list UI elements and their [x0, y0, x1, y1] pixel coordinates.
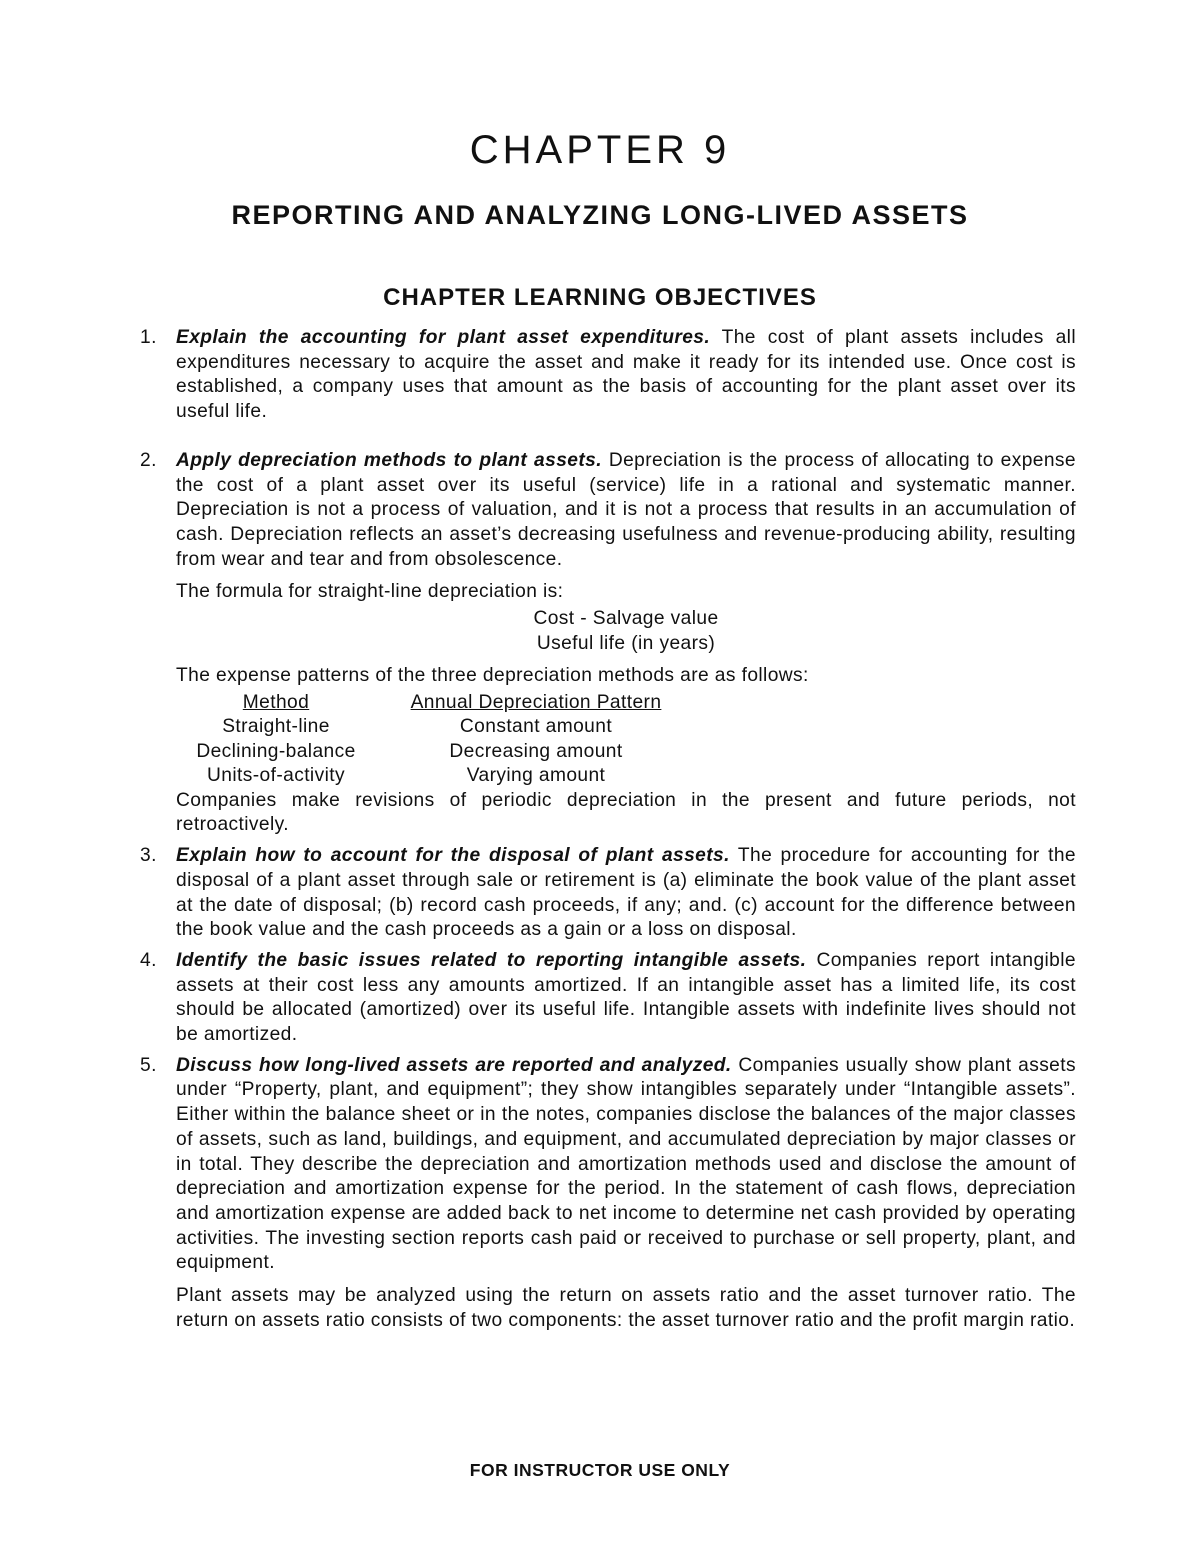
- objective-number: 3.: [140, 845, 157, 867]
- patterns-intro: The expense patterns of the three depreciation methods are as follows:: [176, 665, 809, 687]
- table-header-method: Method: [242, 691, 310, 713]
- objective-extra: Plant assets may be analyzed using the return on assets ratio and the asset turnover ratio. The return on assets ratio consists of two components: the asset turnover ratio and the profit margin ratio.: [176, 1285, 1076, 1331]
- formula-denominator: Useful life (in years): [536, 632, 716, 654]
- objective-paragraph: [176, 326, 1076, 425]
- table-row: [176, 715, 696, 740]
- objectives-list: [140, 326, 1076, 1334]
- objective-paragraph: [176, 449, 1076, 573]
- objective-paragraph: [176, 1054, 1076, 1276]
- objective-closing: Companies make revisions of periodic depreciation in the present and future periods, not retroactively.: [176, 789, 1076, 836]
- objective-heading: Identify the basic issues related to reporting intangible assets.: [176, 949, 807, 971]
- objective-number: 1.: [140, 327, 157, 348]
- table-cell: Units-of-activity: [207, 765, 345, 787]
- objective-number: 4.: [140, 949, 157, 971]
- formula-intro: The formula for straight-line depreciation is:: [176, 581, 564, 603]
- table-header-pattern: Annual Depreciation Pattern: [410, 691, 662, 713]
- table-row: [176, 740, 696, 765]
- table-header-row: [176, 691, 696, 716]
- formula-numerator: Cost - Salvage value: [533, 608, 719, 630]
- straight-line-formula: [176, 607, 1076, 656]
- objective-5: [140, 1054, 1076, 1334]
- objective-number: 2.: [140, 449, 157, 471]
- table-cell: Constant amount: [459, 716, 613, 738]
- table-cell: Declining-balance: [196, 740, 356, 762]
- depreciation-methods-table: [176, 691, 696, 789]
- objective-text: The cost of plant assets includes all expenditures necessary to acquire the asset and make it ready for its intended use. Once cost is established, a company uses that amount as the basis of accounting for the plant asset over its useful life.: [176, 327, 1076, 423]
- chapter-title: CHAPTER 9: [469, 128, 731, 172]
- objective-heading: Discuss how long-lived assets are reported and analyzed.: [176, 1054, 732, 1076]
- objective-2: [140, 449, 1076, 838]
- table-cell: Varying amount: [466, 765, 606, 787]
- objective-heading: Apply depreciation methods to plant assets.: [176, 449, 602, 471]
- table-row: [176, 764, 696, 789]
- objective-heading: Explain the accounting for plant asset expenditures.: [176, 327, 711, 348]
- table-cell: Decreasing amount: [449, 740, 623, 762]
- table-cell: Straight-line: [222, 716, 330, 738]
- objective-text: Depreciation is the process of allocating to expense the cost of a plant asset over its useful (service) life in a rational and systematic manner. Depreciation is not a process of valuation, and it is not a process that results in an accumulation of cash. Depreciation reflects an asset’s decreasing usefulness and revenue-producing ability, resulting from wear and tear and from obsolescence.: [176, 449, 1076, 570]
- objective-text: Companies report intangible assets at their cost less any amounts amortized. If an intangible asset has a limited life, its cost should be allocated (amortized) over its useful life. Intangible assets with indefinite lives should not be amortized.: [176, 949, 1076, 1046]
- objective-4: [140, 949, 1076, 1048]
- chapter-subtitle: REPORTING AND ANALYZING LONG-LIVED ASSETS: [231, 200, 969, 230]
- objective-paragraph: [176, 949, 1076, 1048]
- objective-number: 5.: [140, 1054, 157, 1076]
- objective-text: Companies usually show plant assets under “Property, plant, and equipment”; they show intangibles separately under “Intangible assets”. Either within the balance sheet or in the notes, companies disclose the balances of the major classes of assets, such as land, buildings, and equipment, and accumulated depreciation by major classes or in total. They describe the depreciation and amortization methods used and disclose the amount of depreciation and amortization expense for the period. In the statement of cash flows, depreciation and amortization expense are added back to net income to determine net cash provided by operating activities. The investing section reports cash paid or received to purchase or sell property, plant, and equipment.: [176, 1054, 1076, 1274]
- objective-text: The procedure for accounting for the disposal of a plant asset through sale or retirement is (a) eliminate the book value of the plant asset at the date of disposal; (b) record cash proceeds, if any; and. (c) account for the difference between the book value and the cash proceeds as a gain or a loss on disposal.: [176, 845, 1076, 941]
- objective-heading: Explain how to account for the disposal of plant assets.: [176, 845, 730, 867]
- objective-1: [140, 326, 1076, 425]
- objectives-heading: CHAPTER LEARNING OBJECTIVES: [383, 284, 817, 311]
- objective-paragraph: [176, 844, 1076, 943]
- page-footer: FOR INSTRUCTOR USE ONLY: [469, 1460, 731, 1480]
- objective-3: [140, 844, 1076, 943]
